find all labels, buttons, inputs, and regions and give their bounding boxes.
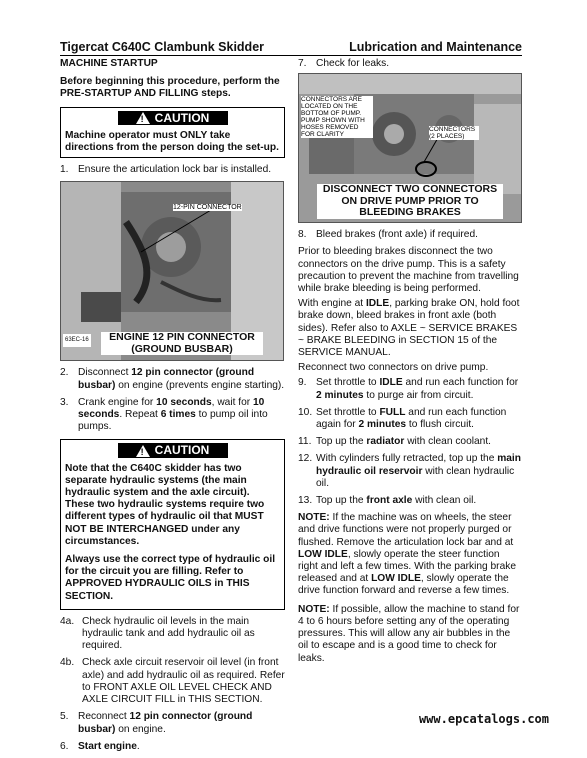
list-item <box>60 367 285 391</box>
note-paragraph <box>298 512 522 597</box>
list-item <box>60 616 285 653</box>
drive-pump-photo <box>298 73 522 223</box>
text-run: radiator <box>366 436 405 448</box>
text-run: LOW IDLE <box>298 548 348 560</box>
footer-url[interactable]: www.epcatalogs.com <box>418 712 549 726</box>
text-run: With cylinders fully retracted, top up the <box>316 453 498 465</box>
list-item <box>60 741 285 753</box>
step-text: Ensure the articulation lock bar is installed. <box>78 164 272 176</box>
step-number: 5. <box>60 711 69 723</box>
text-run: LOW IDLE <box>371 573 421 585</box>
text-run: 12 pin connector (ground busbar) <box>78 711 253 735</box>
text-run: 2 minutes <box>358 419 407 431</box>
photo-caption: ENGINE 12 PIN CONNECTOR (GROUND BUSBAR) <box>101 332 263 355</box>
step-number: 2. <box>60 367 69 379</box>
step-number: 3. <box>60 396 69 408</box>
text-run: IDLE <box>365 298 390 310</box>
text-run: Reconnect <box>78 711 130 723</box>
header-rule <box>60 55 522 56</box>
caution-text: Always use the correct type of hydraulic oil for the circuit you are filling. Refer to APPROVED HYDRAULIC OILS in THIS SECTION. <box>65 554 276 602</box>
text-run: main hydraulic oil reservoir <box>316 453 521 477</box>
text-run: If possible, allow the machine to stand for 4 to 6 hours before setting any of the operating pressures. This will allow any air bubbles in the oil to escape and is a good time to check for leaks. <box>298 603 520 664</box>
text-run: With engine at <box>298 298 366 310</box>
text-run: to purge air from circuit. <box>363 389 474 401</box>
text-run: to flush circuit. <box>406 419 474 431</box>
text-run: 10 seconds <box>78 396 265 421</box>
text-run: , slowly operate the steer function right and left a few times. With the parking brake released and at <box>298 548 517 585</box>
text-run: FULL <box>379 406 406 418</box>
text-run: 6 times <box>160 409 196 421</box>
caution-text: Note that the C640C skidder has two separate hydraulic systems (the main hydraulic system and the axle circuit). These two hydraulic systems require two different types of hydraulic oil that MUST NOT BE INTERCHANGED under any circumstances. <box>65 462 265 547</box>
section-title: MACHINE STARTUP <box>60 58 158 69</box>
caution-box-2 <box>60 439 285 609</box>
text-run: with clean coolant. <box>404 436 492 448</box>
step-number: 13. <box>298 495 313 507</box>
text-run: Set throttle to <box>316 406 380 418</box>
step-number: 6. <box>60 740 69 752</box>
text-run: and run each function for <box>402 377 519 389</box>
caution-banner <box>118 111 228 125</box>
caution-label: CAUTION <box>154 443 210 458</box>
connector-label: 12-PIN CONNECTOR <box>173 204 242 212</box>
note-label: NOTE: <box>298 512 330 524</box>
warning-triangle-icon: ! <box>136 112 150 124</box>
list-item <box>60 657 285 706</box>
text-run: on engine. <box>115 723 166 735</box>
caution-banner <box>118 443 228 457</box>
step-number: 12. <box>298 453 313 465</box>
list-item <box>298 58 522 70</box>
warning-triangle-icon: ! <box>136 445 150 457</box>
engine-connector-photo <box>60 181 284 361</box>
step-paragraph: Prior to bleeding brakes disconnect the two connectors on the drive pump. This is a safety precaution to prevent the machine from travelling while brake bleeding is being performed. <box>298 246 519 295</box>
step-text: Check for leaks. <box>316 58 390 69</box>
photo-id: 63EC-16 <box>63 334 91 346</box>
text-run: and run each function again for <box>316 406 507 431</box>
list-item <box>298 436 522 448</box>
text-run: . Repeat <box>119 409 161 421</box>
note-paragraph <box>298 604 522 665</box>
text-run: with clean hydraulic oil. <box>316 465 515 489</box>
text-run: front axle <box>366 495 413 507</box>
text-run: Top up the <box>316 495 367 507</box>
text-run: Set throttle to <box>316 377 380 389</box>
step-number: 11. <box>298 436 312 448</box>
left-column <box>60 58 285 758</box>
text-run: 10 seconds <box>156 396 212 408</box>
text-run: 12 pin connector (ground busbar) <box>78 367 255 391</box>
text-run: 2 minutes <box>316 389 364 401</box>
note-label: NOTE: <box>298 603 330 615</box>
step-number: 10. <box>298 406 313 418</box>
list-item <box>298 407 522 431</box>
text-run: Disconnect <box>78 367 132 379</box>
caution-box-1 <box>60 107 285 159</box>
step-number: 4a. <box>60 615 75 627</box>
text-run: Top up the <box>316 436 367 448</box>
connectors-label: CONNECTORS (2 PLACES) <box>429 126 479 140</box>
list-item <box>60 164 285 176</box>
list-item <box>298 453 522 490</box>
caution-label: CAUTION <box>154 110 210 125</box>
list-item <box>298 229 522 241</box>
text-run: on engine (prevents engine starting). <box>115 379 285 391</box>
header-right-title: Lubrication and Maintenance <box>349 40 522 54</box>
list-item <box>60 397 285 434</box>
caution-text: Machine operator must ONLY take directions from the person doing the set-up. <box>65 129 279 154</box>
step-paragraph: Reconnect two connectors on drive pump. <box>298 362 489 374</box>
step-text: Check hydraulic oil levels in the main hydraulic tank and add hydraulic oil as required. <box>82 615 255 652</box>
step-text: Bleed brakes (front axle) if required. <box>316 229 478 241</box>
text-run: Crank engine for <box>78 396 157 408</box>
pump-note: CONNECTORS ARE LOCATED ON THE BOTTOM OF PUMP. PUMP SHOWN WITH HOSES REMOVED FOR CLARITY <box>301 96 373 138</box>
step-number: 4b. <box>60 657 75 669</box>
photo-caption: DISCONNECT TWO CONNECTORS ON DRIVE PUMP PRIOR TO BLEEDING BRAKES <box>317 184 503 219</box>
text-run: If the machine was on wheels, the steer and drive functions were not properly purged or flushed. Remove the articulation lock bar and at <box>298 512 514 548</box>
list-item <box>298 495 522 507</box>
right-column <box>298 58 522 668</box>
step-number: 9. <box>298 377 307 389</box>
header-left-title: Tigercat C640C Clambunk Skidder <box>60 40 265 54</box>
intro-text: Before beginning this procedure, perform the PRE-STARTUP AND FILLING steps. <box>60 76 280 100</box>
list-item <box>60 711 285 735</box>
text-run: to pump oil into pumps. <box>78 409 268 433</box>
text-run: , parking brake ON, hold foot brake down, bleed brakes in front axle (both sides). Refer also to AXLE ~ SERVICE BRAKES ~ BRAKE BLEEDING in SECTION 15 of the SERVICE MANUAL. <box>298 298 520 359</box>
text-run: with clean oil. <box>412 495 477 507</box>
step-number: 8. <box>298 229 307 241</box>
text-run: , slowly operate the drive function forward and reverse a few times. <box>298 573 510 597</box>
step-text: Check axle circuit reservoir oil level (in front axle) and add hydraulic oil as required. Refer to FRONT AXLE OIL LEVEL CHECK AND AXLE CIRCUIT FILL in THIS SECTION. <box>82 657 285 706</box>
step-number: 7. <box>298 58 307 69</box>
step-paragraph <box>298 298 522 359</box>
text-run: , wait for <box>211 396 253 408</box>
list-item <box>298 377 522 401</box>
text-run: . <box>136 740 140 752</box>
text-run: Start engine <box>78 740 137 752</box>
text-run: IDLE <box>379 377 403 389</box>
step-number: 1. <box>60 164 69 176</box>
